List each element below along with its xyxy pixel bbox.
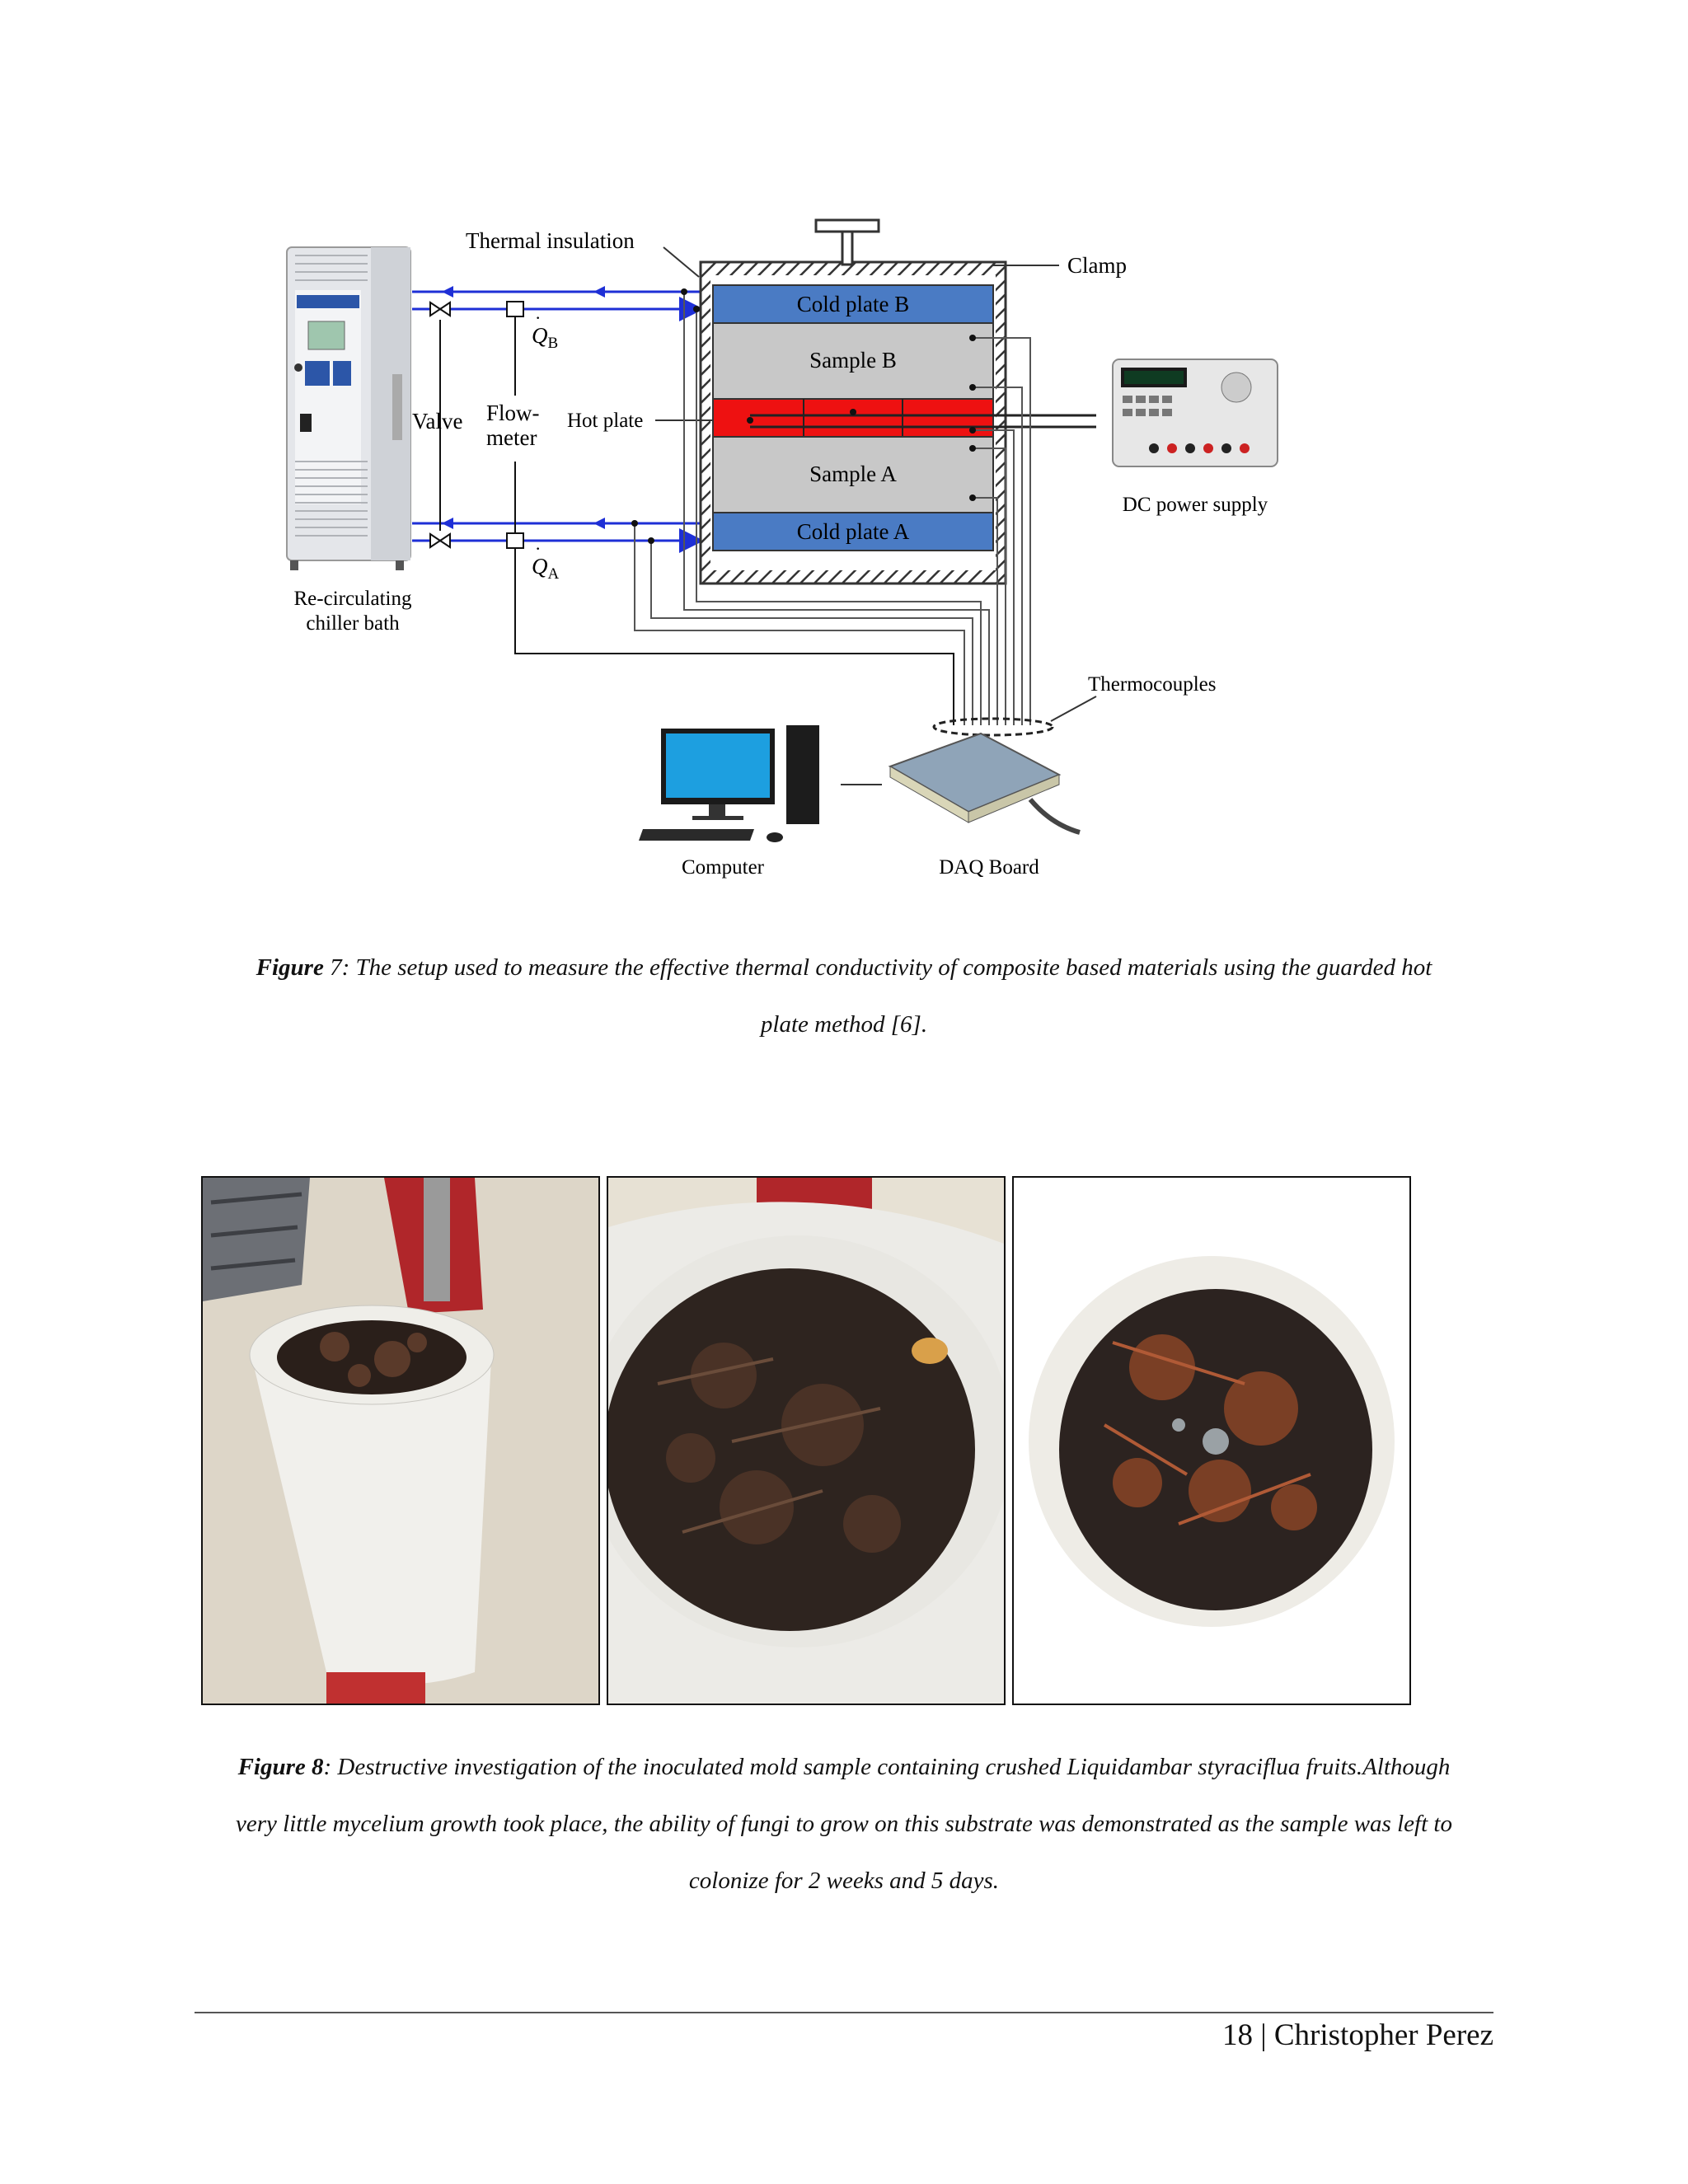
thermal-insulation-label: Thermal insulation (466, 228, 635, 253)
figure8-label: Figure 8 (237, 1754, 324, 1780)
chiller-label-1: Re-circulating (293, 588, 412, 610)
hot-plate-label: Hot plate (567, 410, 644, 432)
thermocouple-bundle (934, 719, 1053, 735)
computer-icon (639, 725, 819, 842)
svg-text:·: · (535, 538, 542, 559)
svg-text:·: · (535, 307, 542, 328)
dc-power-supply-icon (1113, 359, 1278, 466)
figure7-caption-line2: plate method [6]. (760, 1011, 928, 1038)
figure7-caption (181, 940, 1507, 1053)
clamp-icon (816, 220, 879, 265)
cold-plate-a-label: Cold plate A (796, 519, 910, 544)
sample-a-label: Sample A (809, 462, 897, 486)
figure8-caption-text: : Destructive investigation of the inoculated mold sample containing crushed Liquidambar styraciflua fruits.Although (323, 1754, 1451, 1780)
photo-mold-sample-closeup (607, 1176, 1006, 1705)
thermocouples-label: Thermocouples (1088, 673, 1217, 696)
dc-power-label: DC power supply (1122, 494, 1268, 516)
q-b-label: $Q_B$ (532, 323, 559, 352)
clamp-label: Clamp (1067, 253, 1127, 278)
photo-mold-sample-top (1012, 1176, 1411, 1705)
photo-mold-sample-side (201, 1176, 600, 1705)
q-a-label: $Q_A$ (532, 554, 560, 583)
meter-label: meter (486, 425, 537, 450)
figure8-caption (181, 1739, 1507, 1910)
daq-label: DAQ Board (939, 856, 1039, 879)
valve-label: Valve (412, 409, 463, 434)
daq-board-icon (890, 733, 1080, 832)
figure8-caption-line3: colonize for 2 weeks and 5 days. (688, 1868, 1000, 1894)
figure8-caption-line2: very little mycelium growth took place, the ability of fungi to grow on this substrate was demonstrated as the sample was left to (236, 1811, 1452, 1837)
guarded-hot-plate-diagram (247, 198, 1401, 890)
hot-plate (713, 399, 993, 437)
flow-label: Flow- (486, 401, 540, 425)
figure7-label: Figure (256, 954, 324, 981)
page-footer: 18 | Christopher Perez (1221, 2018, 1493, 2052)
figure7-caption-text: : The setup used to measure the effective thermal conductivity of composite based materials using the guarded hot (341, 954, 1432, 981)
figure7-number: 7 (323, 954, 342, 981)
sample-b-label: Sample B (809, 348, 897, 373)
chiller-label-2: chiller bath (306, 612, 400, 635)
chiller-bath-icon (287, 247, 410, 570)
computer-label: Computer (682, 856, 764, 879)
cold-plate-b-label: Cold plate B (796, 292, 910, 316)
